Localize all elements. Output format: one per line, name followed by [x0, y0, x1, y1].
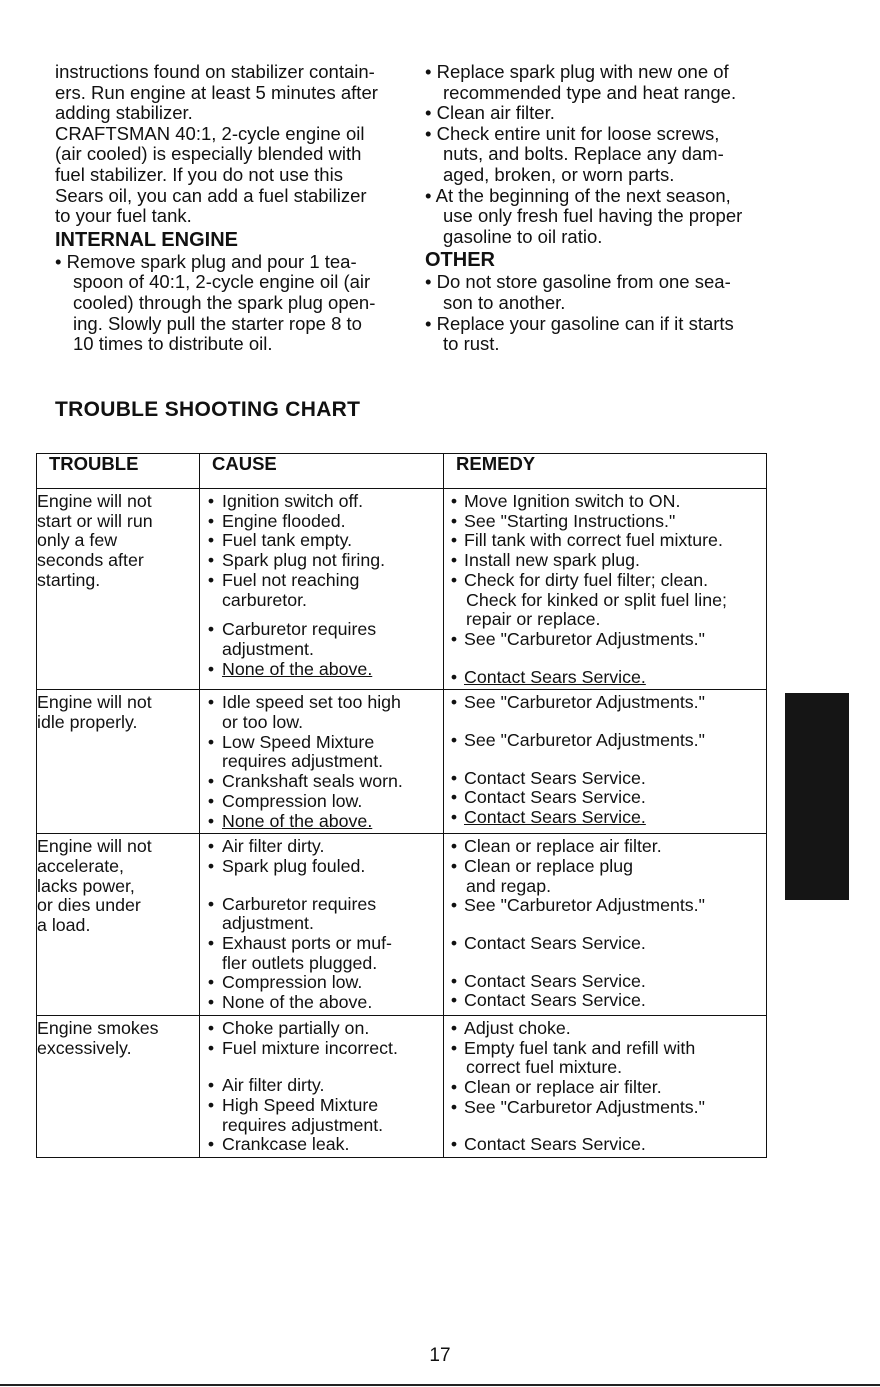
text-line: to rust. — [443, 333, 500, 355]
cause-item — [200, 772, 443, 792]
trouble-line: start or will run — [37, 510, 153, 531]
text-line: Clean air filter. — [436, 102, 555, 124]
table-row — [37, 690, 767, 834]
remedy-item — [444, 1019, 766, 1039]
cause-item — [200, 660, 443, 680]
cause-text: High Speed Mixture — [222, 1094, 379, 1115]
cause-text: Carburetor requires — [222, 893, 377, 914]
remedy-text: See "Carburetor Adjustments." — [464, 1096, 705, 1117]
cause-item — [200, 1076, 443, 1096]
remedy-text: Fill tank with correct fuel mixture. — [464, 530, 723, 551]
remedy-text: Contact Sears Service. — [464, 767, 646, 788]
header-trouble: TROUBLE — [37, 454, 200, 489]
bullet-dot: • — [450, 933, 458, 954]
bullet-dot: • — [450, 1134, 458, 1155]
bullet-dot: • — [425, 312, 432, 334]
cause-text: Fuel tank empty. — [222, 530, 353, 551]
cause-text: adjustment. — [222, 638, 314, 659]
cause-text: Carburetor requires — [222, 619, 377, 640]
cause-text: Exhaust ports or muf- — [222, 933, 392, 954]
text-line: son to another. — [443, 291, 566, 313]
troubleshooting-table — [36, 453, 767, 1158]
trouble-line: a load. — [37, 915, 91, 936]
cause-item — [200, 620, 443, 640]
bullet-dot: • — [207, 992, 215, 1013]
text-line: recommended type and heat range. — [443, 81, 737, 103]
bullet-dot: • — [450, 491, 458, 511]
cause-cell — [200, 1015, 444, 1157]
remedy-item — [444, 1078, 766, 1098]
remedy-text: Check for dirty fuel filter; clean. — [464, 569, 709, 590]
remedy-text: Move Ignition switch to ON. — [464, 491, 681, 511]
remedy-item — [444, 1039, 766, 1059]
cause-item — [200, 571, 443, 591]
cause-text: Air filter dirty. — [222, 1075, 325, 1096]
cause-text: Crankshaft seals worn. — [222, 771, 403, 792]
trouble-line: or dies under — [37, 895, 141, 916]
bullet-dot: • — [207, 1017, 215, 1038]
remedy-item — [444, 972, 766, 992]
remedy-text: Contact Sears Service. — [464, 807, 646, 828]
spacer — [444, 751, 766, 769]
cause-text: Ignition switch off. — [222, 491, 364, 511]
bullet-dot: • — [450, 855, 458, 876]
remedy-cell — [444, 1015, 767, 1157]
cause-item — [200, 837, 443, 857]
bullet-dot: • — [450, 1096, 458, 1117]
bullet-dot: • — [207, 692, 215, 713]
cause-item — [200, 693, 443, 713]
trouble-line: only a few — [37, 530, 118, 551]
bullet-item — [425, 103, 770, 124]
remedy-cell — [444, 690, 767, 834]
bullet-dot: • — [425, 102, 432, 124]
cause-text: carburetor. — [222, 589, 307, 610]
text-line: use only fresh fuel having the proper — [443, 205, 743, 227]
remedy-item — [444, 512, 766, 532]
bullet-dot: • — [450, 990, 458, 1011]
chart-title: TROUBLE SHOOTING CHART — [55, 398, 361, 421]
cause-item — [200, 993, 443, 1013]
cause-item — [200, 792, 443, 812]
bullet-dot: • — [207, 510, 215, 531]
bullet-dot: • — [450, 970, 458, 991]
remedy-item — [444, 991, 766, 1011]
cause-text: Fuel not reaching — [222, 569, 360, 590]
cause-item — [200, 934, 443, 954]
bullet-dot: • — [450, 730, 458, 751]
remedy-item — [444, 788, 766, 808]
bullet-dot: • — [207, 1134, 215, 1155]
bullet-dot: • — [207, 731, 215, 752]
trouble-line: Engine smokes — [37, 1017, 159, 1038]
internal-engine-heading: INTERNAL ENGINE — [55, 228, 238, 251]
text-line: adding stabilizer. — [55, 102, 193, 124]
cause-cell — [200, 489, 444, 690]
spacer — [444, 713, 766, 731]
cause-text: Compression low. — [222, 790, 363, 811]
bullet-dot: • — [450, 692, 458, 713]
cause-item — [200, 551, 443, 571]
remedy-text: Contact Sears Service. — [464, 787, 646, 808]
trouble-line: starting. — [37, 569, 101, 590]
remedy-text: repair or replace. — [466, 609, 601, 630]
remedy-text: Contact Sears Service. — [464, 990, 646, 1011]
page-number: 17 — [429, 1345, 451, 1366]
bullet-dot: • — [207, 1094, 215, 1115]
remedy-text: Empty fuel tank and refill with — [464, 1037, 696, 1058]
text-line: instructions found on stabilizer contain- — [55, 61, 375, 82]
cause-text: Crankcase leak. — [222, 1134, 350, 1155]
remedy-text: See "Starting Instructions." — [464, 510, 676, 531]
trouble-line: accelerate, — [37, 855, 124, 876]
remedy-item — [444, 668, 766, 688]
cause-text: requires adjustment. — [222, 1114, 384, 1135]
bullet-dot: • — [207, 836, 215, 857]
cause-text: None of the above. — [222, 810, 373, 831]
spacer — [200, 1058, 443, 1076]
remedy-text: Clean or replace air filter. — [464, 1076, 662, 1097]
bullet-dot: • — [207, 619, 215, 640]
cause-text: Compression low. — [222, 972, 363, 993]
trouble-cell — [37, 690, 200, 834]
remedy-text: Check for kinked or split fuel line; — [466, 589, 727, 610]
bullet-dot: • — [450, 836, 458, 857]
text-line: ers. Run engine at least 5 minutes after — [55, 81, 378, 103]
remedy-text: See "Carburetor Adjustments." — [464, 895, 705, 916]
text-line: 10 times to distribute oil. — [73, 333, 273, 355]
bullet-dot: • — [207, 972, 215, 993]
cause-item — [200, 492, 443, 512]
table-header-row — [37, 454, 767, 489]
cause-text: Low Speed Mixture — [222, 731, 375, 752]
text-line: cooled) through the spark plug open- — [73, 291, 376, 313]
bullet-dot: • — [207, 790, 215, 811]
remedy-item — [444, 934, 766, 954]
cause-item — [200, 1019, 443, 1039]
cause-text: Fuel mixture incorrect. — [222, 1037, 398, 1058]
remedy-text: Clean or replace air filter. — [464, 836, 662, 857]
bottom-edge-rule — [0, 1384, 880, 1386]
bullet-dot: • — [450, 807, 458, 828]
bullet-dot: • — [450, 787, 458, 808]
cause-text: Spark plug not firing. — [222, 550, 386, 571]
cause-item — [200, 1039, 443, 1059]
remedy-text: Contact Sears Service. — [464, 970, 646, 991]
cause-text: Choke partially on. — [222, 1017, 370, 1038]
remedy-text: Install new spark plug. — [464, 550, 640, 571]
bullet-dot: • — [207, 550, 215, 571]
cause-cell — [200, 834, 444, 1016]
remedy-item — [444, 837, 766, 857]
spacer — [444, 916, 766, 934]
cause-text: None of the above. — [222, 992, 373, 1013]
bullet-dot: • — [450, 550, 458, 571]
internal-engine-bullet — [55, 252, 410, 273]
header-cause: CAUSE — [200, 454, 444, 489]
cause-item — [200, 895, 443, 915]
cause-item — [200, 512, 443, 532]
cause-text: Air filter dirty. — [222, 836, 325, 857]
remedy-text: Contact Sears Service. — [464, 666, 646, 687]
remedy-item — [444, 531, 766, 551]
text-line: (air cooled) is especially blended with — [55, 143, 362, 165]
trouble-line: idle properly. — [37, 712, 138, 733]
table-row — [37, 1015, 767, 1157]
cause-cell — [200, 690, 444, 834]
remedy-item — [444, 808, 766, 828]
remedy-item — [444, 857, 766, 877]
text-line: Replace your gasoline can if it starts — [436, 312, 734, 334]
bullet-dot: • — [207, 933, 215, 954]
text-line: Do not store gasoline from one sea- — [436, 271, 731, 293]
spacer — [444, 650, 766, 668]
cause-text: or too low. — [222, 712, 304, 733]
text-line: nuts, and bolts. Replace any dam- — [443, 143, 724, 165]
bullet-dot: • — [55, 250, 62, 272]
text-line: ing. Slowly pull the starter rope 8 to — [73, 312, 362, 334]
cause-text: Engine flooded. — [222, 510, 346, 531]
right-column — [425, 62, 770, 355]
remedy-text: See "Carburetor Adjustments." — [464, 730, 705, 751]
remedy-item — [444, 492, 766, 512]
cause-item — [200, 1135, 443, 1155]
bullet-dot: • — [425, 184, 432, 206]
cause-item — [200, 1096, 443, 1116]
bullet-dot: • — [450, 628, 458, 649]
bullet-dot: • — [425, 122, 432, 144]
remedy-text: Contact Sears Service. — [464, 933, 646, 954]
trouble-cell — [37, 1015, 200, 1157]
bullet-item — [425, 186, 770, 207]
remedy-text: See "Carburetor Adjustments." — [464, 628, 705, 649]
text-line: Sears oil, you can add a fuel stabilizer — [55, 184, 367, 206]
bullet-item — [425, 314, 770, 335]
trouble-line: Engine will not — [37, 491, 152, 511]
cause-text: adjustment. — [222, 913, 314, 934]
bullet-dot: • — [450, 1076, 458, 1097]
cause-text: None of the above. — [222, 658, 373, 679]
bullet-dot: • — [207, 658, 215, 679]
text-line: Remove spark plug and pour 1 tea- — [66, 250, 357, 272]
remedy-text: Adjust choke. — [464, 1017, 571, 1038]
bullet-dot: • — [450, 1017, 458, 1038]
spacer — [444, 1117, 766, 1135]
remedy-text: Clean or replace plug — [464, 855, 634, 876]
bullet-dot: • — [207, 855, 215, 876]
bullet-item — [425, 272, 770, 293]
bullet-dot: • — [450, 666, 458, 687]
cause-text: fler outlets plugged. — [222, 952, 378, 973]
remedy-text: See "Carburetor Adjustments." — [464, 692, 705, 713]
text-line: fuel stabilizer. If you do not use this — [55, 163, 343, 185]
remedy-item — [444, 1135, 766, 1155]
bullet-item — [425, 124, 770, 145]
text-line: Replace spark plug with new one of — [436, 61, 729, 82]
trouble-line: seconds after — [37, 550, 144, 571]
section-thumb-tab — [785, 693, 849, 900]
bullet-dot: • — [207, 893, 215, 914]
bullet-dot: • — [425, 271, 432, 293]
trouble-cell — [37, 834, 200, 1016]
cause-item — [200, 531, 443, 551]
spacer — [200, 877, 443, 895]
bullet-dot: • — [207, 569, 215, 590]
cause-text: Spark plug fouled. — [222, 855, 366, 876]
text-line: spoon of 40:1, 2-cycle engine oil (air — [73, 271, 371, 293]
trouble-line: Engine will not — [37, 836, 152, 857]
table-row — [37, 489, 767, 690]
bullet-dot: • — [450, 895, 458, 916]
cause-item — [200, 973, 443, 993]
bullet-dot: • — [450, 530, 458, 551]
trouble-line: excessively. — [37, 1037, 132, 1058]
remedy-item — [444, 693, 766, 713]
bullet-dot: • — [207, 530, 215, 551]
cause-text: Idle speed set too high — [222, 692, 401, 713]
remedy-cell — [444, 834, 767, 1016]
table-row — [37, 834, 767, 1016]
bullet-dot: • — [450, 767, 458, 788]
bullet-dot: • — [207, 491, 215, 511]
remedy-text: Contact Sears Service. — [464, 1134, 646, 1155]
remedy-item — [444, 769, 766, 789]
remedy-text: correct fuel mixture. — [466, 1057, 623, 1078]
bullet-dot: • — [207, 771, 215, 792]
bullet-dot: • — [450, 569, 458, 590]
remedy-text: and regap. — [466, 875, 552, 896]
trouble-line: Engine will not — [37, 692, 152, 713]
remedy-item — [444, 731, 766, 751]
cause-item — [200, 857, 443, 877]
text-line: CRAFTSMAN 40:1, 2-cycle engine oil — [55, 122, 365, 144]
cause-item — [200, 733, 443, 753]
text-line: aged, broken, or worn parts. — [443, 163, 675, 185]
bullet-dot: • — [207, 1037, 215, 1058]
bullet-dot: • — [450, 1037, 458, 1058]
bullet-dot: • — [450, 510, 458, 531]
remedy-item — [444, 551, 766, 571]
text-line: At the beginning of the next season, — [435, 184, 731, 206]
text-line: Check entire unit for loose screws, — [436, 122, 720, 144]
bullet-dot: • — [207, 1075, 215, 1096]
trouble-cell — [37, 489, 200, 690]
trouble-line: lacks power, — [37, 875, 135, 896]
remedy-cell — [444, 489, 767, 690]
bullet-item — [425, 62, 770, 83]
cause-item — [200, 812, 443, 832]
other-heading: OTHER — [425, 249, 495, 272]
remedy-item — [444, 571, 766, 591]
header-remedy: REMEDY — [444, 454, 767, 489]
bullet-dot: • — [425, 61, 432, 82]
text-line: to your fuel tank. — [55, 205, 192, 227]
spacer — [444, 954, 766, 972]
cause-text: requires adjustment. — [222, 751, 384, 772]
left-column — [55, 62, 410, 355]
remedy-item — [444, 896, 766, 916]
text-line: gasoline to oil ratio. — [443, 225, 603, 247]
remedy-item — [444, 1098, 766, 1118]
bullet-dot: • — [207, 810, 215, 831]
remedy-item — [444, 630, 766, 650]
